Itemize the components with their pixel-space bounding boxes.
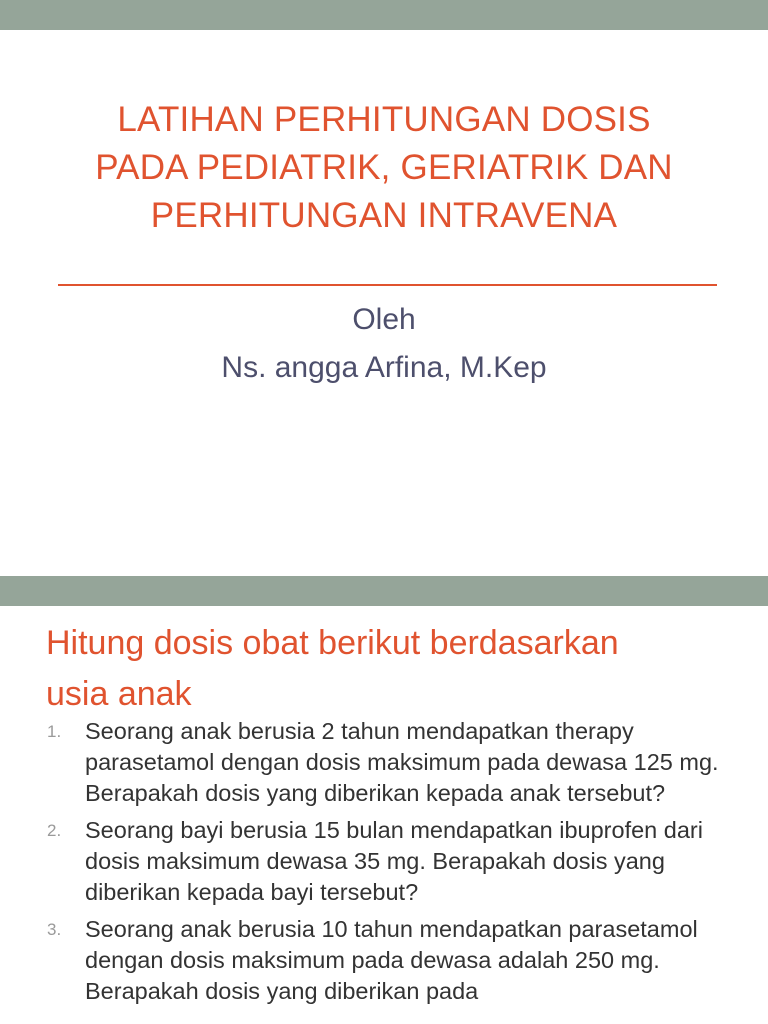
slide-title-line: LATIHAN PERHITUNGAN DOSIS <box>117 100 651 139</box>
slide-title-line: PERHITUNGAN INTRAVENA <box>150 196 618 235</box>
list-item <box>0 815 768 908</box>
content-slide <box>0 576 768 1024</box>
content-slide-title <box>46 618 736 720</box>
slide-title-line: PADA PEDIATRIK, GERIATRIK DAN <box>95 148 673 187</box>
subtitle-author: Ns. angga Arfina, M.Kep <box>221 351 547 384</box>
list-item-text: Seorang anak berusia 10 tahun mendapatkan parasetamol dengan dosis maksimum pada dewasa adalah 250 mg. Berapakah dosis yang diberikan pada <box>85 916 698 1004</box>
list-item-number: 1. <box>47 722 62 741</box>
list-item-number: 3. <box>47 920 62 939</box>
slide-header-band <box>0 0 768 30</box>
list-item-number: 2. <box>47 821 62 840</box>
title-divider <box>58 284 717 286</box>
list-item-text: Seorang anak berusia 2 tahun mendapatkan therapy parasetamol dengan dosis maksimum pada dewasa 125 mg. Berapakah dosis yang diberikan kepada anak tersebut? <box>85 718 719 806</box>
list-item <box>0 716 768 809</box>
content-title-line: usia anak <box>46 675 192 713</box>
list-item-text: Seorang bayi berusia 15 bulan mendapatkan ibuprofen dari dosis maksimum dewasa 35 mg. Berapakah dosis yang diberikan kepada bayi tersebut? <box>85 817 703 905</box>
content-title-line: Hitung dosis obat berikut berdasarkan <box>46 624 619 662</box>
list-item <box>0 914 768 1007</box>
slide-header-band <box>0 576 768 606</box>
slide-title <box>40 96 728 240</box>
question-list <box>0 716 768 1013</box>
subtitle-by-label: Oleh <box>352 303 416 336</box>
